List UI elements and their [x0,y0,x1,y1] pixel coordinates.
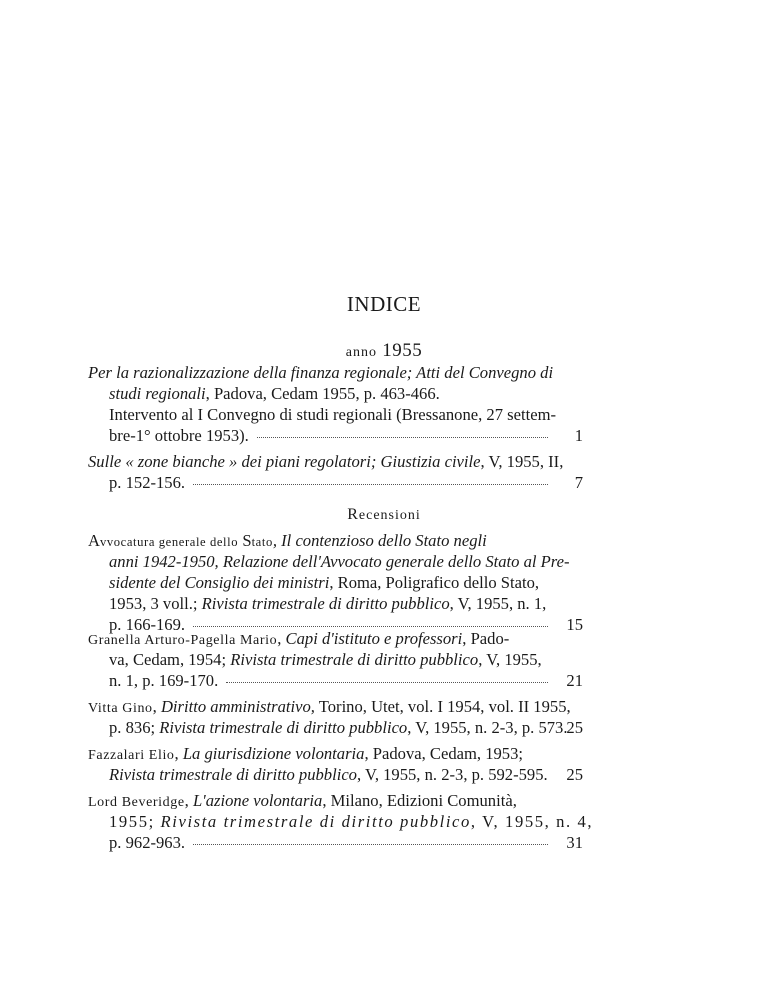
author-smallcaps: vvocatura generale dello [99,535,239,549]
page-number: 31 [566,833,583,852]
journal-title: Rivista trimestrale di diritto pubblico [230,650,479,669]
journal-title: Rivista trimestrale di diritto pubblico [160,812,471,831]
year-section-year: 1955 [382,340,423,361]
entry-line [88,764,548,785]
page-title: INDICE [346,292,422,316]
journal-title: Rivista trimestrale di diritto pubblico [109,765,357,784]
entry-title-part: sidente del Consiglio dei ministri [109,573,330,592]
year-section-prefix: anno [345,345,377,360]
journal-title: Rivista trimestrale di diritto pubblico [159,718,408,737]
reviews-heading-rest: ecensioni [358,508,421,523]
entry-text: , V, 1955, n. 4, [470,812,594,831]
entry-text: , V, 1955, n. 2-3, p. 573. [407,718,568,737]
index-entry [88,696,571,738]
entry-dotted-line [88,832,548,853]
entry-text: , [174,744,183,763]
entry-text: 1955; [109,812,161,831]
entry-line [88,811,594,832]
entry-text: , [152,697,161,716]
page-number: 21 [566,671,583,690]
entry-text: Torino, Utet, vol. I 1954, vol. II 1955, [314,697,571,716]
entry-line [88,790,548,811]
entry-line [88,451,564,472]
entry-text: , Milano, Edizioni Comunità, [322,791,517,810]
entry-text: , Padova, Cedam, 1953; [364,744,523,763]
entry-text: n. 1, p. 169-170. [109,671,219,690]
journal-title: Rivista trimestrale di diritto pubblico [201,594,450,613]
entry-title-part: Diritto amministrativo, [160,697,315,716]
entry-text: p. 166-169. [109,615,186,634]
entry-line [88,572,548,593]
entry-text: , V, 1955, n. 1, [449,594,547,613]
reviews-heading [0,506,768,524]
index-entry [88,743,548,785]
leader-dots [226,681,548,683]
entry-text: 1953, 3 voll.; [109,594,202,613]
entry-line [88,649,548,670]
entry-text: , Padova, Cedam 1955, p. 463-466. [205,384,440,403]
entry-line [88,717,568,738]
entry-text: , V, 1955, n. 2-3, p. 592-595. [356,765,548,784]
entry-text: , V, 1955, [478,650,542,669]
entry-note-line: Intervento al I Convegno di studi regionali (Bressanone, 27 settem- [109,405,557,424]
entry-title-line: anni 1942-1950, Relazione dell'Avvocato generale dello Stato al Pre- [109,552,570,571]
entry-title-part: Capi d'istituto e professori [285,629,463,648]
leader-dots [193,843,548,845]
author-smallcaps: Lord Beveridge [88,795,185,810]
index-entry [88,628,548,691]
page-number: 25 [566,718,583,737]
leader-dots [257,436,548,438]
index-entry [88,530,570,635]
author-smallcaps: Granella Arturo-Pagella Mario [88,633,278,648]
leader-dots [193,625,548,627]
entry-text: p. 962-963. [109,833,186,852]
author-initial: S [242,531,252,550]
entry-title-part: , Il contenzioso dello Stato negli [272,531,487,550]
entry-dotted-line [88,425,548,446]
entry-line [88,628,548,649]
reviews-heading-initial: R [347,506,359,523]
leader-dots [193,483,548,485]
entry-line [88,593,548,614]
entry-title-line: Per la razionalizzazione della finanza regionale; Atti del Convegno di [88,363,554,382]
entry-text: , [184,791,193,810]
index-entry [88,362,557,446]
entry-title-part: La giurisdizione volontaria [182,744,365,763]
entry-title-part: Sulle « zone bianche » dei piani regolatori; Giustizia civile [88,452,481,471]
author-smallcaps: tato [251,535,273,549]
entry-title-part: studi regionali [109,384,206,403]
page-number: 15 [566,615,583,634]
page-number: 1 [574,426,583,445]
entry-line [88,383,548,404]
entry-text: bre-1° ottobre 1953). [109,426,249,445]
entry-text: p. 152-156. [109,473,186,492]
index-entry [88,451,564,493]
entry-text: , Pado- [462,629,510,648]
entry-text: va, Cedam, 1954; [109,650,231,669]
entry-text: p. 836; [109,718,160,737]
entry-text: , Roma, Poligrafico dello Stato, [329,573,540,592]
entry-text: , V, 1955, II, [480,452,564,471]
entry-dotted-line [88,472,548,493]
page-number: 7 [574,473,583,492]
author-initial: A [88,531,100,550]
entry-title-part: L'azione volontaria [192,791,323,810]
entry-line [88,530,548,551]
author-smallcaps: Fazzalari Elio [88,748,175,763]
entry-line [88,743,548,764]
entry-dotted-line [88,670,548,691]
page-number: 25 [566,765,583,784]
year-section-heading [0,340,768,362]
author-smallcaps: Vitta Gino [88,701,153,716]
entry-line [88,696,571,717]
entry-text: , [277,629,286,648]
